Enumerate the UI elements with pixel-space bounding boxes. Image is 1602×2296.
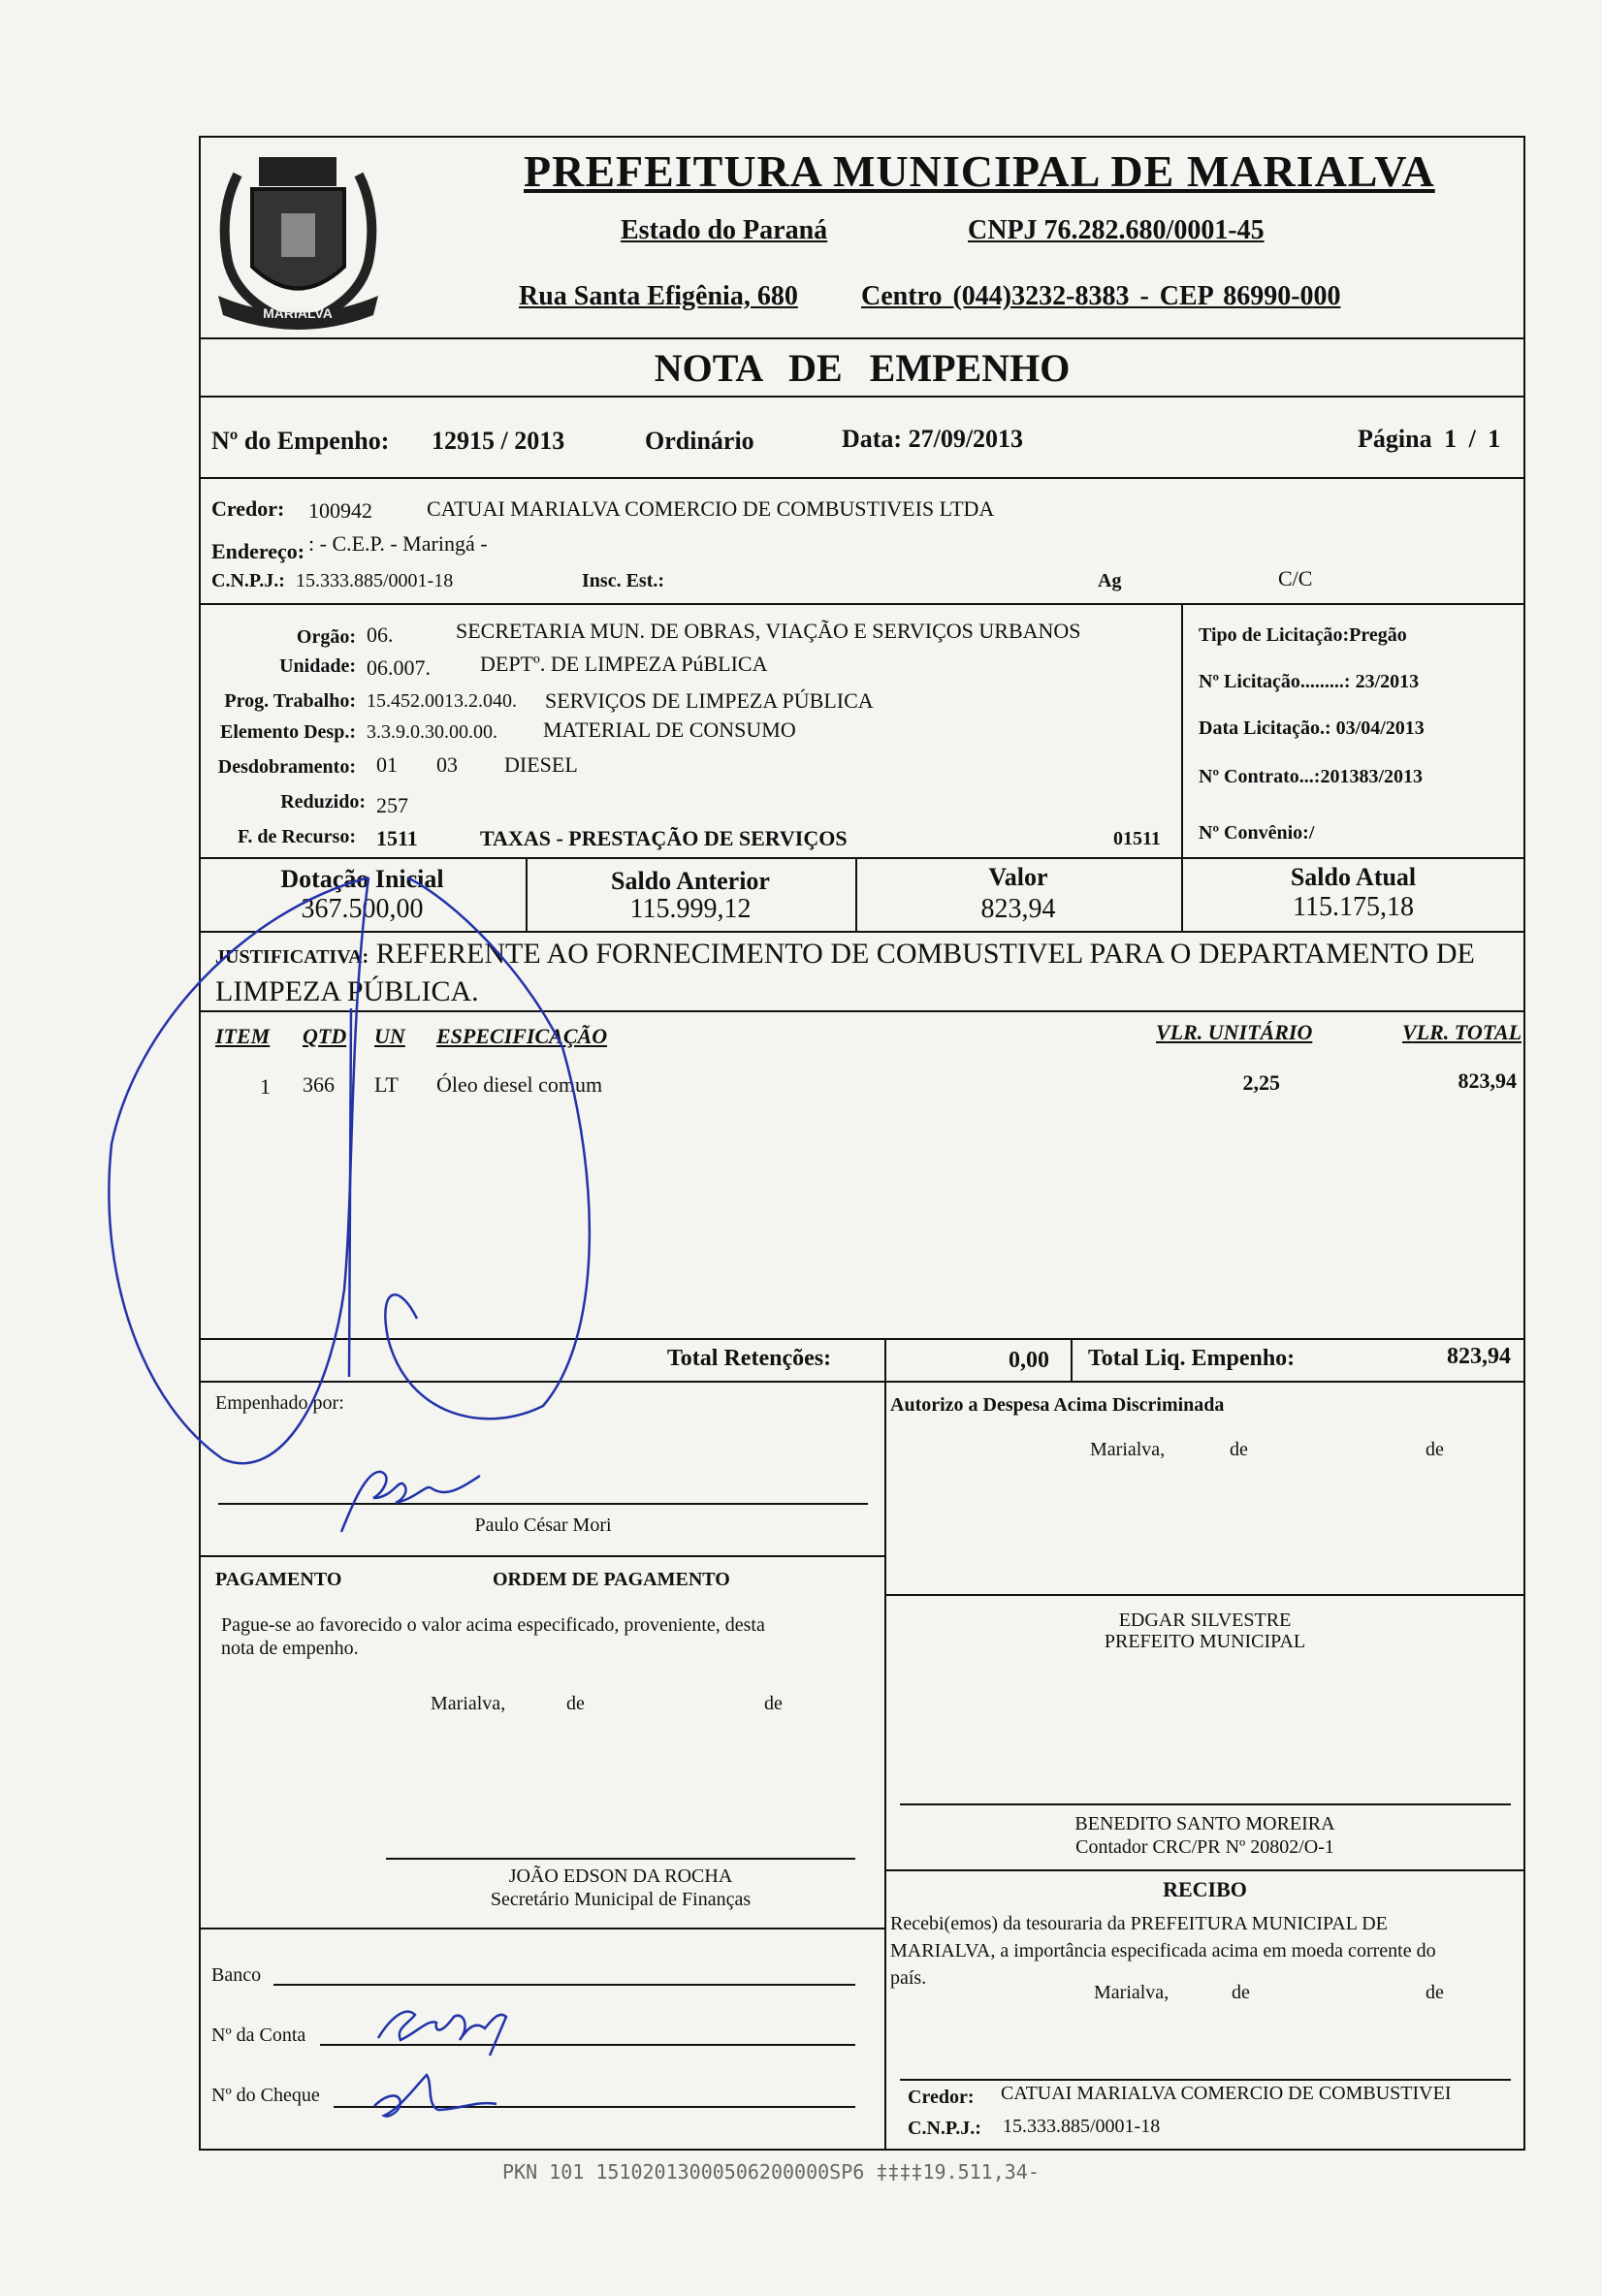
pagamento-de-2: de: [764, 1693, 783, 1714]
recibo-line-3: país.: [890, 1967, 927, 1989]
contador-name: BENEDITO SANTO MOREIRA: [1074, 1813, 1335, 1834]
footer-stamp: PKN 101 15102013000506200000SP6 ‡‡‡‡19.511,34-: [502, 2160, 1040, 2184]
contador-title: Contador CRC/PR Nº 20802/O-1: [1075, 1836, 1334, 1858]
prefeito-name: EDGAR SILVESTRE: [1118, 1610, 1292, 1631]
anterior-value: 115.999,12: [629, 894, 752, 924]
pagamento-de-1: de: [566, 1693, 585, 1714]
unidade-code: 06.007.: [367, 655, 431, 680]
pagamento-text-1: Pague-se ao favorecido o valor acima especificado, proveniente, desta: [221, 1614, 765, 1636]
recurso-code: 1511: [376, 826, 418, 850]
col-qtd: QTD: [303, 1024, 347, 1048]
row-total: 823,94: [1458, 1068, 1517, 1093]
licitacao-tipo: Tipo de Licitação:Pregão: [1199, 624, 1407, 646]
col-vlr-total: VLR. TOTAL: [1402, 1020, 1522, 1044]
dotacao-value: 367.500,00: [301, 894, 424, 924]
unidade-name: DEPTº. DE LIMPEZA PúBLICA: [480, 652, 768, 676]
autorizo-de-1: de: [1230, 1439, 1248, 1460]
retencoes-value: 0,00: [1009, 1348, 1049, 1373]
valor-value: 823,94: [980, 894, 1056, 924]
atual-label: Saldo Atual: [1290, 863, 1417, 891]
prog-name: SERVIÇOS DE LIMPEZA PÚBLICA: [545, 688, 874, 713]
empenho-date: Data: 27/09/2013: [842, 425, 1024, 453]
header-title: PREFEITURA MUNICIPAL DE MARIALVA: [524, 146, 1435, 196]
dotacao-label: Dotação Inicial: [280, 865, 444, 893]
elemento-label: Elemento Desp.:: [220, 721, 356, 743]
row-qtd: 366: [303, 1072, 335, 1097]
ag-label: Ag: [1098, 570, 1122, 591]
col-un: UN: [374, 1024, 405, 1048]
recibo-line-2: MARIALVA, a importância especificada acima em moeda corrente do: [890, 1940, 1436, 1961]
recibo-cnpj-label: C.N.P.J.:: [908, 2118, 981, 2139]
row-un: LT: [374, 1072, 399, 1097]
cc-label: C/C: [1278, 566, 1313, 590]
valor-label: Valor: [988, 863, 1048, 891]
orgao-code: 06.: [367, 622, 394, 647]
recibo-cnpj: 15.333.885/0001-18: [1003, 2116, 1161, 2137]
row-unit: 2,25: [1242, 1070, 1280, 1095]
credor-label: Credor:: [211, 496, 285, 521]
banco-label: Banco: [211, 1964, 262, 1986]
recibo-de-1: de: [1232, 1982, 1250, 2003]
header-cnpj: CNPJ 76.282.680/0001-45: [968, 215, 1265, 245]
pagamento-place: Marialva,: [431, 1693, 506, 1714]
recurso-ref: 01511: [1113, 828, 1161, 849]
recibo-de-2: de: [1426, 1982, 1444, 2003]
licitacao-convenio: Nº Convênio:/: [1199, 822, 1315, 844]
recibo-credor: CATUAI MARIALVA COMERCIO DE COMBUSTIVEI: [1001, 2083, 1452, 2104]
retencoes-label: Total Retenções:: [667, 1346, 832, 1371]
credor-code: 100942: [308, 498, 372, 523]
header-contact: Centro (044)3232-8383 - CEP 86990-000: [861, 281, 1341, 311]
col-especificacao: ESPECIFICAÇÃO: [436, 1024, 608, 1048]
anterior-label: Saldo Anterior: [611, 867, 770, 895]
empenho-page: Página 1 / 1: [1358, 425, 1501, 453]
atual-value: 115.175,18: [1293, 892, 1414, 922]
col-vlr-unitario: VLR. UNITÁRIO: [1156, 1020, 1313, 1044]
desdobramento-label: Desdobramento:: [217, 756, 356, 778]
prog-label: Prog. Trabalho:: [224, 690, 356, 712]
elemento-name: MATERIAL DE CONSUMO: [543, 718, 796, 742]
orgao-label: Orgão:: [296, 626, 356, 648]
licitacao-numero: Nº Licitação.........: 23/2013: [1199, 671, 1420, 692]
empenhado-label: Empenhado por:: [215, 1392, 344, 1414]
desdobramento-a: 01: [376, 752, 398, 777]
ordem-label: ORDEM DE PAGAMENTO: [493, 1569, 730, 1590]
header-address: Rua Santa Efigênia, 680: [519, 281, 798, 311]
recibo-title: RECIBO: [1163, 1877, 1247, 1901]
pagamento-label: PAGAMENTO: [215, 1569, 342, 1590]
orgao-name: SECRETARIA MUN. DE OBRAS, VIAÇÃO E SERVIÇOS URBANOS: [456, 619, 1081, 643]
justificativa-line1: REFERENTE AO FORNECIMENTO DE COMBUSTIVEL PARA O DEPARTAMENTO DE: [375, 938, 1475, 970]
desdobramento-b: 03: [436, 752, 458, 777]
reduzido-label: Reduzido:: [280, 791, 366, 813]
empenho-label: Nº do Empenho:: [211, 427, 390, 455]
recibo-credor-label: Credor:: [908, 2087, 975, 2108]
autorizo-text: Autorizo a Despesa Acima Discriminada: [890, 1394, 1225, 1416]
desdobramento-name: DIESEL: [504, 752, 578, 777]
row-item: 1: [260, 1074, 271, 1099]
reduzido-value: 257: [376, 793, 408, 817]
justificativa-label: JUSTIFICATIVA:: [215, 946, 369, 968]
conta-label: Nº da Conta: [211, 2025, 306, 2046]
cnpj-value: 15.333.885/0001-18: [296, 570, 454, 591]
address-label: Endereço:: [211, 539, 305, 563]
unidade-label: Unidade:: [279, 655, 356, 677]
autorizo-place: Marialva,: [1090, 1439, 1166, 1460]
crest-label: MARIALVA: [263, 305, 333, 321]
row-desc: Óleo diesel comum: [436, 1072, 603, 1097]
recibo-place: Marialva,: [1094, 1982, 1169, 2003]
liquido-value: 823,94: [1447, 1344, 1511, 1369]
empenhado-name: Paulo César Mori: [474, 1515, 612, 1536]
col-item: ITEM: [215, 1024, 271, 1048]
credor-name: CATUAI MARIALVA COMERCIO DE COMBUSTIVEIS LTDA: [427, 496, 995, 521]
doc-title: NOTA DE EMPENHO: [654, 346, 1071, 390]
secretario-title: Secretário Municipal de Finanças: [490, 1889, 752, 1910]
empenho-number: 12915 / 2013: [432, 427, 565, 455]
licitacao-data: Data Licitação.: 03/04/2013: [1199, 718, 1425, 739]
autorizo-de-2: de: [1426, 1439, 1444, 1460]
empenho-type: Ordinário: [645, 427, 754, 455]
prefeito-title: PREFEITO MUNICIPAL: [1104, 1631, 1306, 1652]
liquido-label: Total Liq. Empenho:: [1088, 1346, 1296, 1371]
recurso-label: F. de Recurso:: [237, 826, 356, 847]
prog-code: 15.452.0013.2.040.: [367, 690, 517, 712]
recibo-line-1: Recebi(emos) da tesouraria da PREFEITURA MUNICIPAL DE: [890, 1913, 1388, 1934]
secretario-name: JOÃO EDSON DA ROCHA: [508, 1866, 733, 1887]
recurso-name: TAXAS - PRESTAÇÃO DE SERVIÇOS: [480, 826, 848, 850]
licitacao-contrato: Nº Contrato...:201383/2013: [1199, 766, 1424, 787]
cnpj-label: C.N.P.J.:: [211, 570, 285, 591]
elemento-code: 3.3.9.0.30.00.00.: [367, 721, 497, 743]
cheque-label: Nº do Cheque: [211, 2085, 320, 2106]
address-value: : - C.E.P. - Maringá -: [308, 531, 488, 556]
justificativa-line2: LIMPEZA PÚBLICA.: [215, 975, 479, 1007]
pagamento-text-2: nota de empenho.: [221, 1638, 359, 1659]
header-state: Estado do Paraná: [621, 215, 828, 245]
insc-label: Insc. Est.:: [582, 570, 665, 591]
